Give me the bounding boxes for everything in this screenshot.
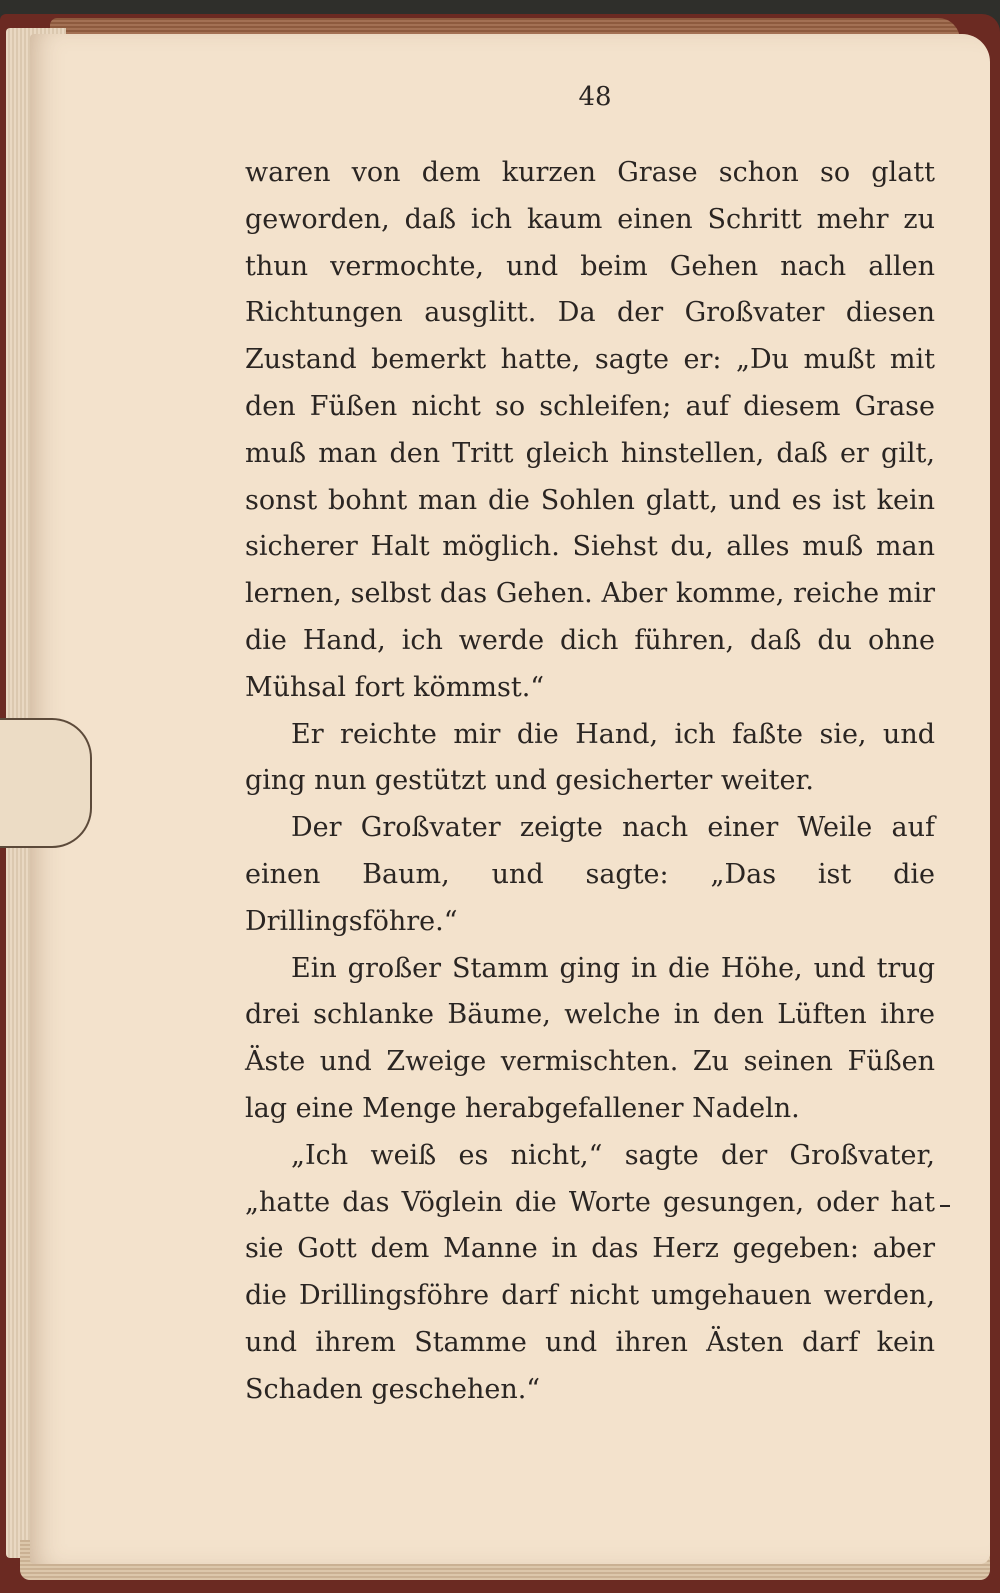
ink-mark	[940, 1205, 950, 1207]
book-clasp	[0, 718, 92, 848]
page-number: 48	[578, 82, 612, 112]
paragraph: „Ich weiß es nicht,“ sagte der Großvater, „hatte das Vöglein die Worte gesungen, oder hat sie Gott dem Manne in das Herz gegeben: aber die Drillingsföhre darf nicht umgehauen werden, und ihrem Stamme und ihren Ästen darf kein Schaden geschehen.“	[245, 1139, 935, 1405]
paragraph: waren von dem kurzen Grase schon so glatt geworden, daß ich kaum einen Schritt mehr zu thun vermochte, und beim Gehen nach allen Richtungen ausglitt. Da der Großvater diesen Zustand bemerkt hatte, sagte er: „Du mußt mit den Füßen nicht so schleifen; auf diesem Grase muß man den Tritt gleich hinstellen, daß er gilt, sonst bohnt man die Sohlen glatt, und es ist kein sicherer Halt möglich. Siehst du, alles muß man lernen, selbst das Gehen. Aber komme, reiche mir die Hand, ich werde dich führen, daß du ohne Mühsal fort kömmst.“	[245, 157, 935, 703]
paragraph: Er reichte mir die Hand, ich faßte sie, und ging nun gestützt und gesicherter weiter.	[245, 718, 935, 797]
paragraph: Der Großvater zeigte nach einer Weile auf einen Baum, und sagte: „Das ist die Drillingsföhre.“	[245, 812, 935, 937]
paragraph: Ein großer Stamm ging in die Höhe, und trug drei schlanke Bäume, welche in den Lüften ihre Äste und Zweige vermischten. Zu seinen Füßen lag eine Menge herabgefallener Nadeln.	[245, 952, 935, 1124]
page-text	[245, 150, 935, 1405]
